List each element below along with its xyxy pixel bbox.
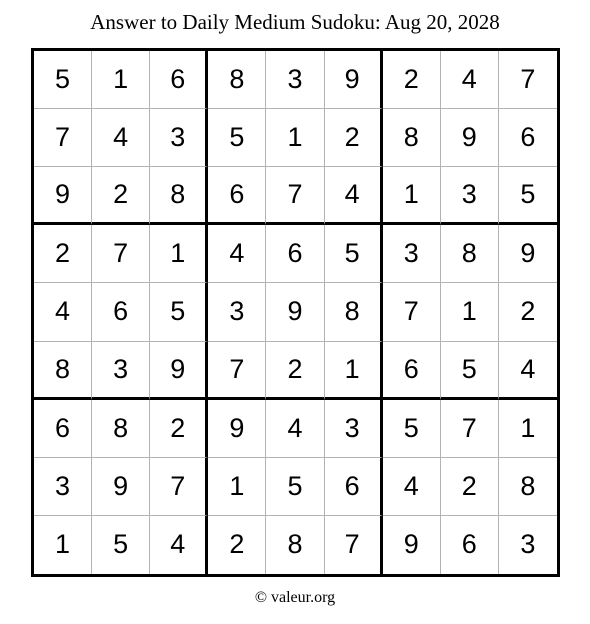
sudoku-cell: 1 [325, 342, 383, 400]
sudoku-cell: 2 [499, 283, 557, 341]
sudoku-cell: 2 [92, 167, 150, 225]
sudoku-cell: 8 [325, 283, 383, 341]
sudoku-cell: 1 [92, 51, 150, 109]
page-title: Answer to Daily Medium Sudoku: Aug 20, 2028 [90, 10, 500, 34]
sudoku-cell: 2 [325, 109, 383, 167]
sudoku-cell: 5 [34, 51, 92, 109]
sudoku-cell: 7 [92, 225, 150, 283]
sudoku-cell: 9 [34, 167, 92, 225]
sudoku-cell: 6 [92, 283, 150, 341]
sudoku-cell: 2 [383, 51, 441, 109]
sudoku-cell: 7 [34, 109, 92, 167]
sudoku-cell: 7 [208, 342, 266, 400]
sudoku-cell: 5 [92, 516, 150, 574]
sudoku-cell: 3 [325, 400, 383, 458]
sudoku-cell: 8 [441, 225, 499, 283]
sudoku-cell: 1 [441, 283, 499, 341]
sudoku-cell: 6 [325, 458, 383, 516]
sudoku-cell: 1 [150, 225, 208, 283]
sudoku-cell: 4 [92, 109, 150, 167]
sudoku-cell: 6 [208, 167, 266, 225]
sudoku-cell: 7 [441, 400, 499, 458]
sudoku-cell: 3 [266, 51, 324, 109]
sudoku-board [31, 48, 560, 577]
sudoku-cell: 7 [266, 167, 324, 225]
sudoku-cell: 6 [441, 516, 499, 574]
sudoku-cell: 8 [383, 109, 441, 167]
sudoku-cell: 4 [34, 283, 92, 341]
sudoku-cell: 3 [150, 109, 208, 167]
sudoku-cell: 8 [499, 458, 557, 516]
sudoku-cell: 9 [208, 400, 266, 458]
sudoku-cell: 3 [92, 342, 150, 400]
sudoku-cell: 4 [266, 400, 324, 458]
sudoku-cell: 9 [92, 458, 150, 516]
sudoku-cell: 1 [208, 458, 266, 516]
sudoku-cell: 4 [208, 225, 266, 283]
sudoku-cell: 5 [325, 225, 383, 283]
sudoku-cell: 7 [325, 516, 383, 574]
sudoku-cell: 1 [266, 109, 324, 167]
sudoku-cell: 1 [499, 400, 557, 458]
sudoku-cell: 9 [441, 109, 499, 167]
sudoku-cell: 5 [441, 342, 499, 400]
sudoku-cell: 2 [34, 225, 92, 283]
sudoku-cell: 2 [266, 342, 324, 400]
sudoku-cell: 5 [383, 400, 441, 458]
copyright-footer: © valeur.org [254, 589, 336, 606]
sudoku-cell: 8 [266, 516, 324, 574]
sudoku-cell: 3 [208, 283, 266, 341]
sudoku-cell: 2 [441, 458, 499, 516]
sudoku-cell: 9 [383, 516, 441, 574]
sudoku-cell: 9 [266, 283, 324, 341]
sudoku-cell: 8 [34, 342, 92, 400]
sudoku-cell: 4 [499, 342, 557, 400]
sudoku-cell: 4 [441, 51, 499, 109]
sudoku-cell: 9 [499, 225, 557, 283]
sudoku-cell: 5 [266, 458, 324, 516]
sudoku-cell: 3 [34, 458, 92, 516]
sudoku-cell: 7 [499, 51, 557, 109]
sudoku-cell: 1 [383, 167, 441, 225]
sudoku-cell: 5 [208, 109, 266, 167]
sudoku-cell: 8 [208, 51, 266, 109]
sudoku-cell: 6 [150, 51, 208, 109]
sudoku-cell: 8 [150, 167, 208, 225]
sudoku-cell: 5 [150, 283, 208, 341]
sudoku-cell: 6 [34, 400, 92, 458]
sudoku-cell: 8 [92, 400, 150, 458]
sudoku-cell: 2 [150, 400, 208, 458]
sudoku-cell: 7 [383, 283, 441, 341]
sudoku-cell: 5 [499, 167, 557, 225]
sudoku-cell: 4 [150, 516, 208, 574]
sudoku-cell: 2 [208, 516, 266, 574]
sudoku-cell: 6 [499, 109, 557, 167]
sudoku-cell: 4 [325, 167, 383, 225]
sudoku-cell: 6 [266, 225, 324, 283]
sudoku-cell: 3 [520, 529, 536, 560]
sudoku-cell: 6 [383, 342, 441, 400]
sudoku-cell: 3 [383, 225, 441, 283]
sudoku-cell: 1 [34, 516, 92, 574]
sudoku-cell: 3 [441, 167, 499, 225]
sudoku-cell: 7 [150, 458, 208, 516]
sudoku-cell: 9 [150, 342, 208, 400]
sudoku-cell: 9 [325, 51, 383, 109]
sudoku-cell: 4 [383, 458, 441, 516]
